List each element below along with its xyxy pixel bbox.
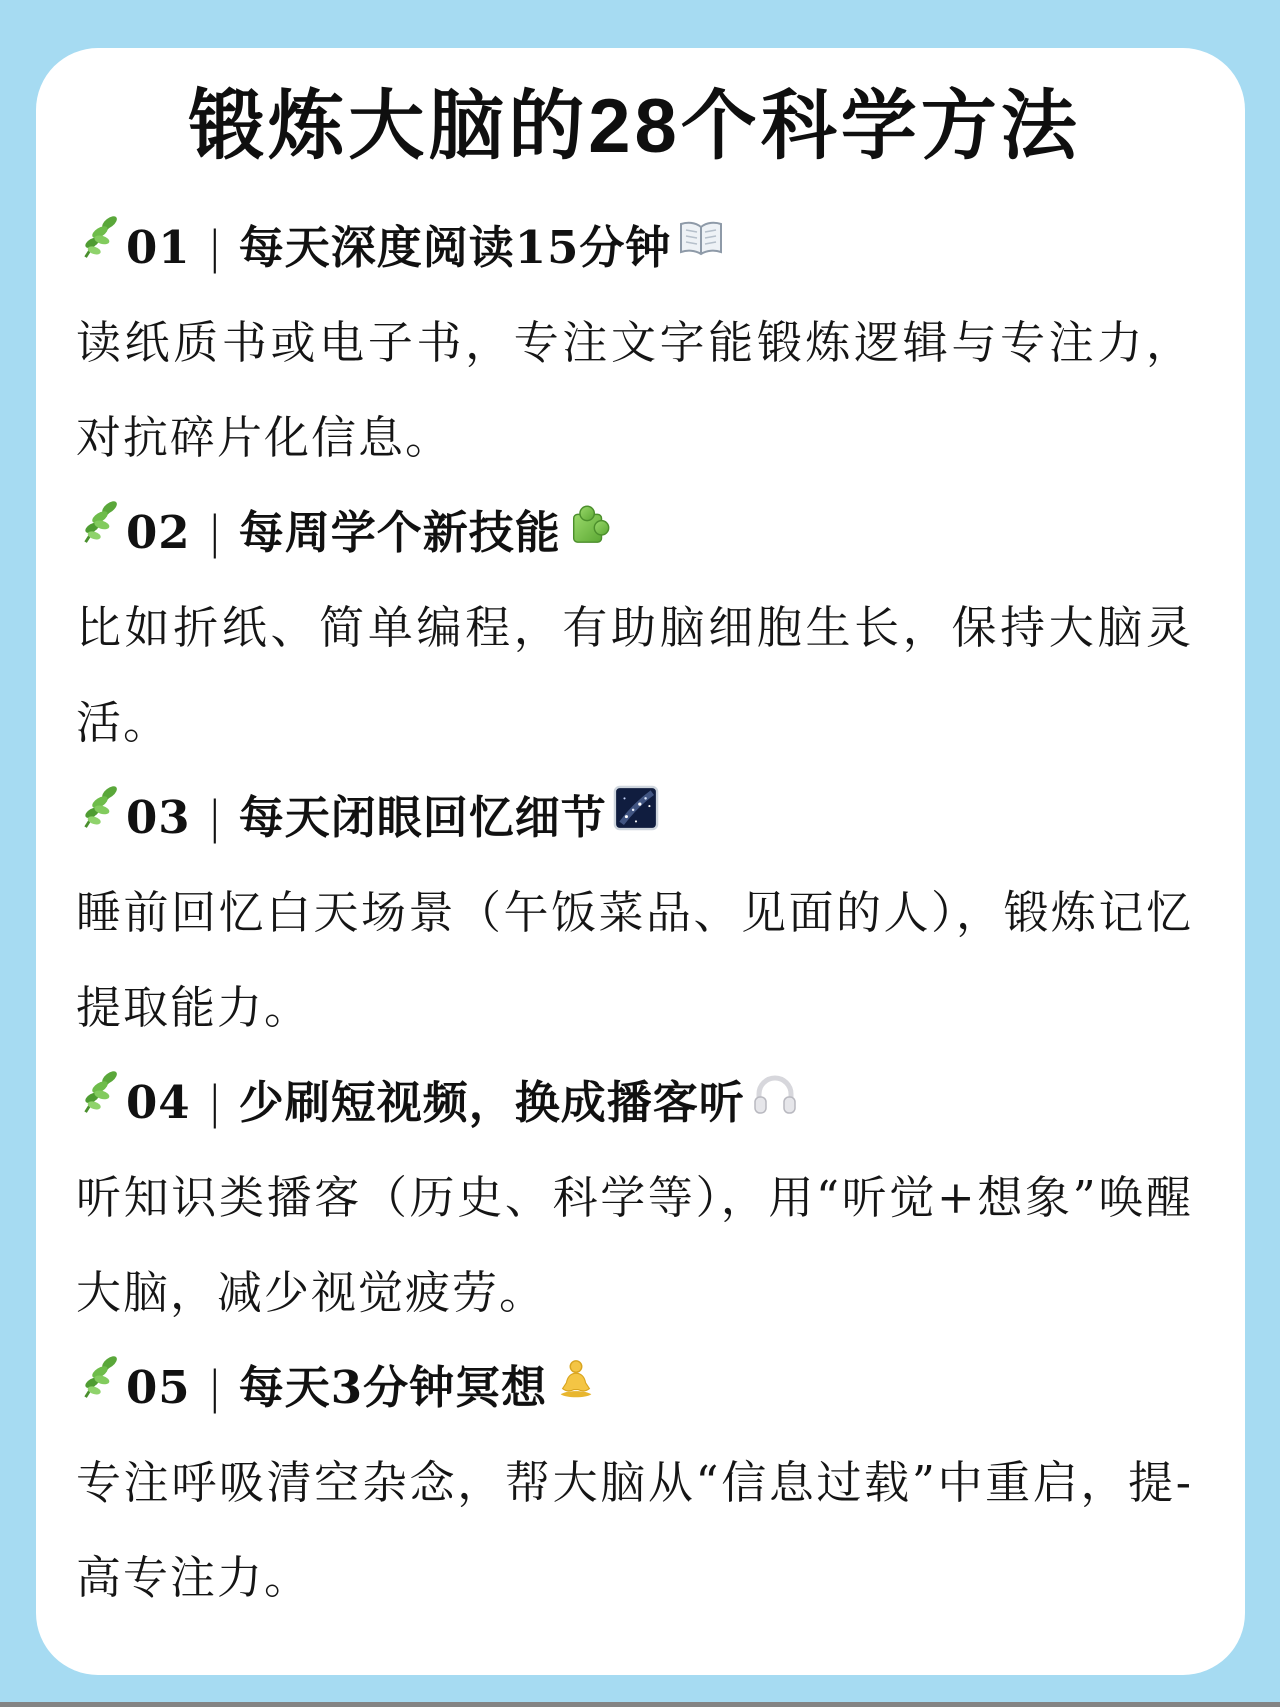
method-item	[76, 1055, 1193, 1340]
item-body: 比如折纸、简单编程，有助脑细胞生长，保持大脑灵活。	[76, 601, 1193, 750]
item-title: 每天3分钟冥想	[238, 1361, 548, 1415]
item-heading	[76, 1340, 1193, 1435]
page-title: 锻炼大脑的28个科学方法	[188, 84, 1081, 169]
item-divider: |	[209, 791, 220, 845]
content-card	[36, 48, 1245, 1675]
item-number: 03	[126, 791, 191, 845]
herb-icon	[76, 197, 122, 292]
item-heading	[76, 770, 1193, 865]
open-book-icon	[677, 198, 725, 293]
item-body: 读纸质书或电子书，专注文字能锻炼逻辑与专注力，对抗碎片化信息。	[76, 316, 1193, 465]
method-item	[76, 200, 1193, 485]
puzzle-piece-icon	[567, 483, 613, 578]
item-body: 睡前回忆白天场景（午饭菜品、见面的人），锻炼记忆提取能力。	[76, 886, 1193, 1035]
item-heading	[76, 485, 1193, 580]
item-number: 04	[126, 1076, 191, 1130]
item-heading	[76, 200, 1193, 295]
headphones-icon	[751, 1053, 799, 1148]
item-body: 听知识类播客（历史、科学等），用“听觉+想象”唤醒大脑，减少视觉疲劳。	[76, 1171, 1193, 1320]
item-title: 每天闭眼回忆细节	[238, 791, 607, 845]
item-heading	[76, 1055, 1193, 1150]
item-divider: |	[209, 1076, 220, 1130]
herb-icon	[76, 767, 122, 862]
herb-icon	[76, 1337, 122, 1432]
item-number: 02	[126, 506, 191, 560]
item-number: 05	[126, 1361, 191, 1415]
herb-icon	[76, 482, 122, 577]
item-body: 专注呼吸清空杂念，帮大脑从“信息过载”中重启，提-高专注力。	[76, 1456, 1193, 1605]
lotus-person-icon	[553, 1338, 599, 1433]
method-item	[76, 1340, 1193, 1625]
method-item	[76, 770, 1193, 1055]
item-title: 少刷短视频，换成播客听	[238, 1076, 745, 1130]
item-title: 每天深度阅读15分钟	[238, 221, 672, 275]
milky-way-icon	[613, 768, 659, 863]
method-item	[76, 485, 1193, 770]
item-number: 01	[126, 221, 191, 275]
item-divider: |	[209, 221, 220, 275]
item-title: 每周学个新技能	[238, 506, 561, 560]
herb-icon	[76, 1052, 122, 1147]
item-divider: |	[209, 506, 220, 560]
photo-bottom-edge	[0, 1702, 1280, 1707]
item-divider: |	[209, 1361, 220, 1415]
